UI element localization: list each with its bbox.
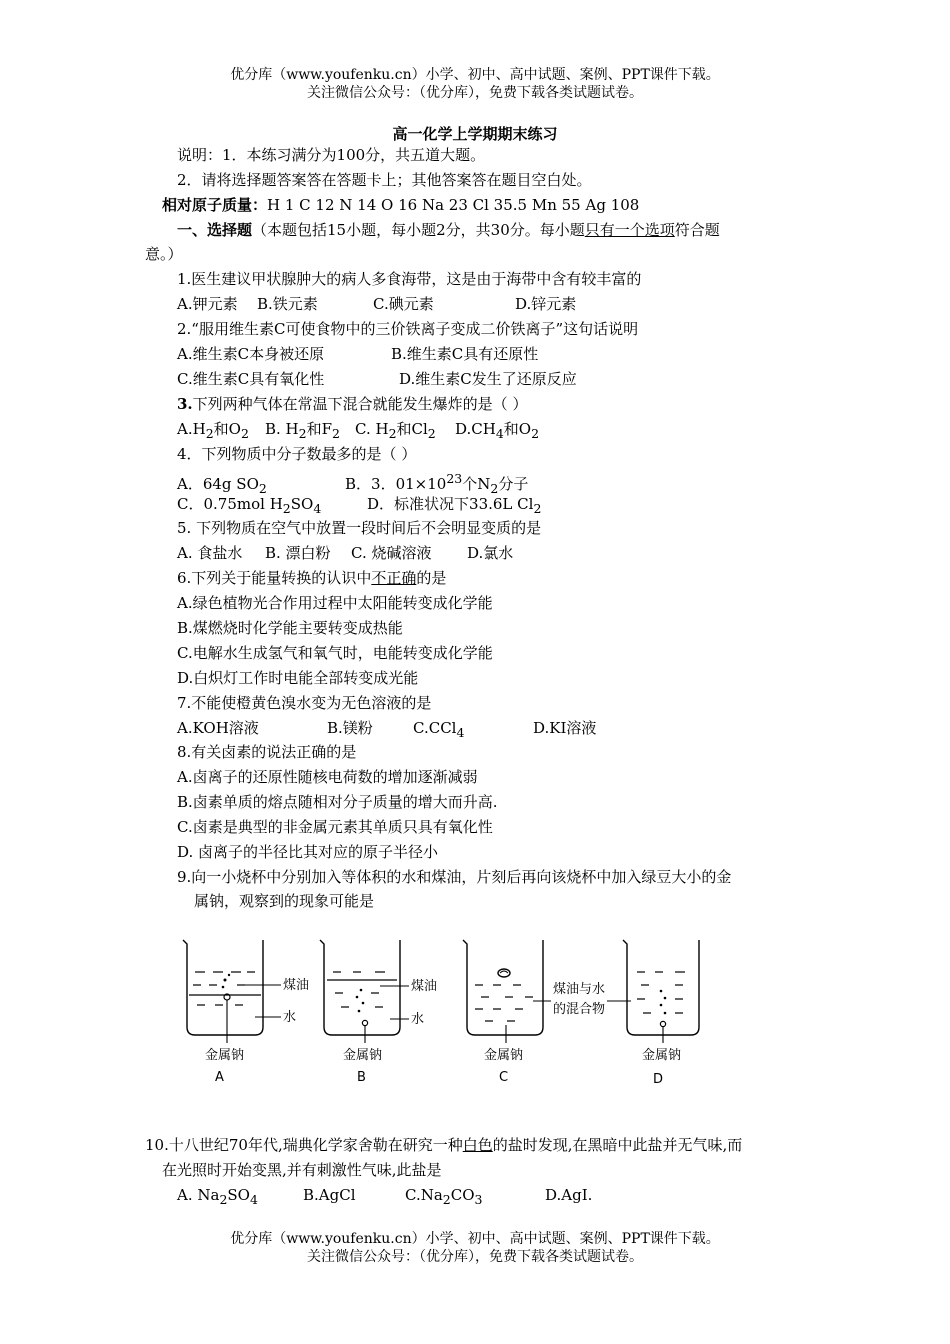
q10-stem-a: 10.十八世纪70年代,瑞典化学家舍勒在研究一种 xyxy=(145,1136,463,1154)
q9-stem-line-2: 属钠，观察到的现象可能是 xyxy=(194,892,375,910)
q1-option-b: B.铁元素 xyxy=(257,295,318,313)
section-1-label: 一、选择题 xyxy=(177,221,253,239)
q7-option-d: D.KI溶液 xyxy=(533,719,597,737)
q8-option-d: D. 卤离子的半径比其对应的原子半径小 xyxy=(177,843,439,861)
q3-stem-text: 下列两种气体在常温下混合就能发生爆炸的是（ ） xyxy=(192,395,528,413)
beaker-figure xyxy=(175,935,735,1090)
q4-options-row-1: A．64g $SO_2$ B．3．$01\times 10^{23}$个$N_2$分子 xyxy=(177,471,529,496)
q7-stem: 7.不能使橙黄色溴水变为无色溶液的是 xyxy=(177,694,432,712)
q2-options-row-1 xyxy=(177,344,538,364)
q8-option-a: A.卤离子的还原性随核电荷数的增加逐渐减弱 xyxy=(177,768,478,786)
footer-line-2: 关注微信公众号：（优分库），免费下载各类试题试卷。 xyxy=(307,1249,643,1265)
q6-emphasis: 不正确 xyxy=(371,569,417,587)
q10-stem-line-1 xyxy=(145,1135,742,1155)
q8-stem: 8.有关卤素的说法正确的是 xyxy=(177,743,357,761)
q6-option-d: D.白炽灯工作时电能全部转变成光能 xyxy=(177,669,419,687)
section-1-emphasis: 只有一个选项 xyxy=(584,221,675,239)
beaker-label-a: A xyxy=(215,1070,224,1085)
q5-option-b: B. 漂白粉 xyxy=(265,544,331,562)
q6-stem-b: 的是 xyxy=(416,569,447,587)
label-mixture-1: 煤油与水 xyxy=(553,982,606,997)
q2-option-c: C.维生素C具有氧化性 xyxy=(177,370,325,388)
q5-option-c: C. 烧碱溶液 xyxy=(351,544,432,562)
atomic-label: 相对原子质量： xyxy=(162,196,268,214)
beaker-label-d: D xyxy=(653,1072,664,1087)
note-1: 说明：1．本练习满分为100分，共五道大题。 xyxy=(177,146,486,164)
q3-number: 3. xyxy=(177,395,193,413)
atomic-masses xyxy=(162,195,639,215)
q1-options xyxy=(177,294,576,314)
q10-stem-line-2: 在光照时开始变黑,并有刺激性气味,此盐是 xyxy=(162,1161,442,1179)
q7-options: A.KOH溶液 B.镁粉 C.CCl$_4$ D.KI溶液 xyxy=(177,719,597,740)
label-water-a: 水 xyxy=(283,1010,297,1025)
q1-option-d: D.锌元素 xyxy=(515,295,577,313)
q2-option-a: A.维生素C本身被还原 xyxy=(177,345,325,363)
q7-option-a: A.KOH溶液 xyxy=(177,719,259,737)
q10-option-d: D.AgI. xyxy=(545,1186,593,1204)
q9-stem-line-1: 9.向一小烧杯中分别加入等体积的水和煤油，片刻后再向该烧杯中加入绿豆大小的金 xyxy=(177,868,732,886)
q3-options: $A.H_2$和$O_2$ B. $H_2$和$F_2$ C. $H_2$和$Cl_2$ $D.CH_4$和$O_2$ xyxy=(177,420,540,441)
section-1-desc-cont: 意。） xyxy=(145,245,183,263)
page-title: 高一化学上学期期末练习 xyxy=(392,125,558,143)
q10-stem-b: 的盐时发现,在黑暗中此盐并无气味,而 xyxy=(492,1136,743,1154)
beaker-b xyxy=(320,940,400,1035)
label-kerosene-b: 煤油 xyxy=(411,979,438,994)
q1-option-a: A.钾元素 xyxy=(177,295,238,313)
q3-stem xyxy=(177,394,527,414)
section-1-desc: （本题包括15小题，每小题2分，共30分。每小题 xyxy=(252,221,585,239)
header-line-1: 优分库（www.youfenku.cn）小学、初中、高中试题、案例、PPT课件下载。 xyxy=(230,67,720,83)
q10-emphasis: 白色 xyxy=(462,1136,493,1154)
q7-option-b: B.镁粉 xyxy=(327,719,373,737)
label-sodium-c: 金属钠 xyxy=(484,1048,524,1063)
note-2: 2．请将选择题答案答在答题卡上；其他答案答在题目空白处。 xyxy=(177,171,592,189)
label-mixture-2: 的混合物 xyxy=(553,1002,606,1017)
footer-line-1: 优分库（www.youfenku.cn）小学、初中、高中试题、案例、PPT课件下载。 xyxy=(230,1231,720,1247)
beaker-label-b: B xyxy=(357,1070,366,1085)
section-1-heading xyxy=(177,220,720,240)
q1-stem: 1.医生建议甲状腺肿大的病人多食海带，这是由于海带中含有较丰富的 xyxy=(177,270,642,288)
q4-options-row-2: C．0.75mol $H_2SO_4$ D．标准状况下33.6L $Cl_2$ xyxy=(177,495,542,516)
q5-options xyxy=(177,543,513,563)
label-sodium-a: 金属钠 xyxy=(205,1048,245,1063)
q5-option-d: D.氯水 xyxy=(467,544,514,562)
beaker-d xyxy=(623,940,699,1035)
q2-options-row-2 xyxy=(177,369,577,389)
q4-stem: 4．下列物质中分子数最多的是（ ） xyxy=(177,445,417,463)
q6-stem xyxy=(177,568,446,588)
q6-stem-a: 6.下列关于能量转换的认识中 xyxy=(177,569,372,587)
section-1-desc-tail: 符合题 xyxy=(674,221,720,239)
q2-option-d: D.维生素C发生了还原反应 xyxy=(399,370,577,388)
atomic-values: H 1 C 12 N 14 O 16 Na 23 Cl 35.5 Mn 55 Ag 108 xyxy=(267,196,640,214)
beaker-label-c: C xyxy=(499,1070,509,1085)
beaker-c xyxy=(463,940,543,1035)
q2-stem: 2.“服用维生素C可使食物中的三价铁离子变成二价铁离子”这句话说明 xyxy=(177,320,639,338)
q6-option-c: C.电解水生成氢气和氧气时，电能转变成化学能 xyxy=(177,644,493,662)
q8-option-b: B.卤素单质的熔点随相对分子质量的增大而升高. xyxy=(177,793,498,811)
q10-options: A. $Na_2SO_4$ B.AgCl $C.Na_2CO_3$ D.AgI. xyxy=(177,1186,593,1207)
q6-option-b: B.煤燃烧时化学能主要转变成热能 xyxy=(177,619,403,637)
label-kerosene-a: 煤油 xyxy=(283,978,310,993)
q6-option-a: A.绿色植物光合作用过程中太阳能转变成化学能 xyxy=(177,594,493,612)
q1-option-c: C.碘元素 xyxy=(373,295,434,313)
q8-option-c: C.卤素是典型的非金属元素其单质只具有氧化性 xyxy=(177,818,493,836)
label-water-b: 水 xyxy=(411,1012,425,1027)
q10-option-b: B.AgCl xyxy=(303,1186,356,1204)
header-line-2: 关注微信公众号：（优分库），免费下载各类试题试卷。 xyxy=(307,85,643,101)
label-sodium-b: 金属钠 xyxy=(343,1048,383,1063)
q5-stem: 5. 下列物质在空气中放置一段时间后不会明显变质的是 xyxy=(177,519,542,537)
label-sodium-d: 金属钠 xyxy=(642,1048,682,1063)
q5-option-a: A. 食盐水 xyxy=(177,544,243,562)
q2-option-b: B.维生素C具有还原性 xyxy=(391,345,539,363)
